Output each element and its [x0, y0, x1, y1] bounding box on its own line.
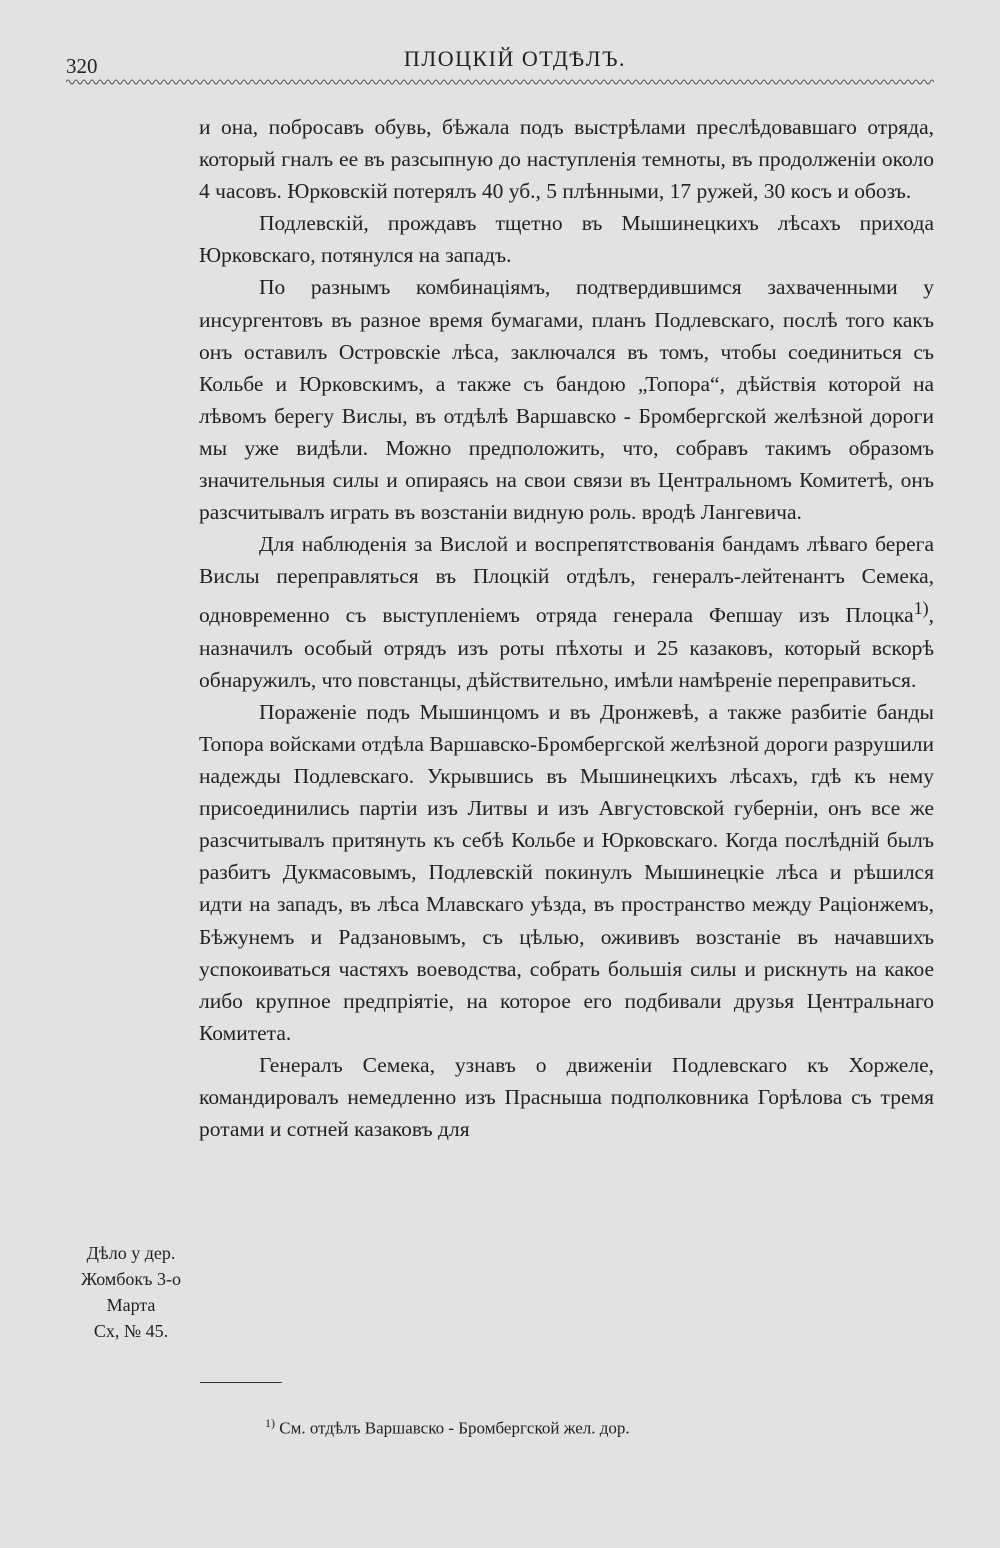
- paragraph: [199, 528, 934, 696]
- wavy-rule: [66, 76, 934, 88]
- margin-note-line: Марта: [106, 1295, 156, 1315]
- footnote-rule: [200, 1382, 282, 1383]
- paragraph: Пораженіе подъ Мышинцомъ и въ Дронжевѣ, а также разбитіе банды Топора войсками отдѣла Варшавско-Бромбергской желѣзной дороги разрушили надежды Подлевскаго. Укрывшись въ Мышинецкихъ лѣсахъ, гдѣ къ нему присоединились партіи изъ Литвы и изъ Августовской губерніи, онъ все же разсчитывалъ притянуть къ себѣ Кольбе и Юрковскаго. Когда послѣдній былъ разбитъ Дукмасовымъ, Подлевскій покинулъ Мышинецкіе лѣса и рѣшился идти на западъ, въ лѣса Млавскаго уѣзда, въ пространство между Раціонжемъ, Бѣжунемъ и Радзановымъ, съ цѣлью, ожививъ возстаніе въ начавшихъ успокоиваться частяхъ воеводства, собрать большія силы и рискнуть на какое либо крупное предпріятіе, на которое его подбивали друзья Центральнаго Комитета.: [199, 699, 934, 1045]
- paragraph: и она, побросавъ обувь, бѣжала подъ выстрѣлами преслѣдовавшаго отряда, который гналъ ее въ разсыпную до наступленія темноты, въ продолженіи около 4 часовъ. Юрковскій потерялъ 40 уб., 5 плѣнными, 17 ружей, 30 косъ и обозъ.: [199, 115, 934, 204]
- paragraph: Генералъ Семека, узнавъ о движеніи Подлевскаго къ Хоржеле, командировалъ немедленно изъ Прасныша подполковника Горѣлова съ тремя ротами и сотней казаковъ для: [199, 1052, 934, 1142]
- margin-note-line: Сх, № 45.: [93, 1321, 169, 1341]
- margin-note-line: Жомбокъ 3-о: [81, 1269, 181, 1289]
- footnote-marker: 1): [265, 1416, 275, 1430]
- footnote-reference: 1): [913, 598, 929, 619]
- paragraph-text: , назначилъ особый отрядъ изъ роты пѣхоты и 25 казаковъ, который вскорѣ обнаружилъ, что повстанцы, дѣйствительно, имѣли намѣреніе переправиться.: [199, 603, 934, 692]
- page-number: 320: [66, 54, 98, 78]
- paragraph: Подлевскій, прождавъ тщетно въ Мышинецкихъ лѣсахъ прихода Юрковскаго, потянулся на западъ.: [199, 211, 934, 268]
- footnote-text: См. отдѣлъ Варшавско - Бромбергской жел. дор.: [275, 1418, 630, 1438]
- running-title: ПЛОЦКІЙ ОТДѢЛЪ.: [403, 46, 627, 71]
- margin-note-line: Дѣло у дер.: [86, 1243, 176, 1263]
- footnote: [265, 1416, 630, 1439]
- body-text: [199, 111, 934, 1145]
- paragraph: По разнымъ комбинаціямъ, подтвердившимся захваченными у инсургентовъ въ разное время бумагами, планъ Подлевскаго, послѣ того какъ онъ оставилъ Островскіе лѣса, заключался въ томъ, чтобы соединиться съ Кольбе и Юрковскимъ, а также съ бандою „Топора“, дѣйствія которой на лѣвомъ берегу Вислы, въ отдѣлѣ Варшавско - Бромбергской желѣзной дороги мы уже видѣли. Можно предположить, что, собравъ такимъ образомъ значительныя силы и опираясь на свои связи въ Центральномъ Комитетѣ, онъ разсчитывалъ играть въ возстаніи видную роль. вродѣ Лангевича.: [199, 275, 934, 525]
- paragraph-text: Для наблюденія за Вислой и воспрепятствованія бандамъ лѣваго берега Вислы переправляться въ Плоцкій отдѣлъ, генералъ-лейтенантъ Семека, одновременно съ выступленіемъ отряда генерала Фепшау изъ Плоцка: [199, 532, 934, 628]
- margin-note: [66, 1240, 196, 1344]
